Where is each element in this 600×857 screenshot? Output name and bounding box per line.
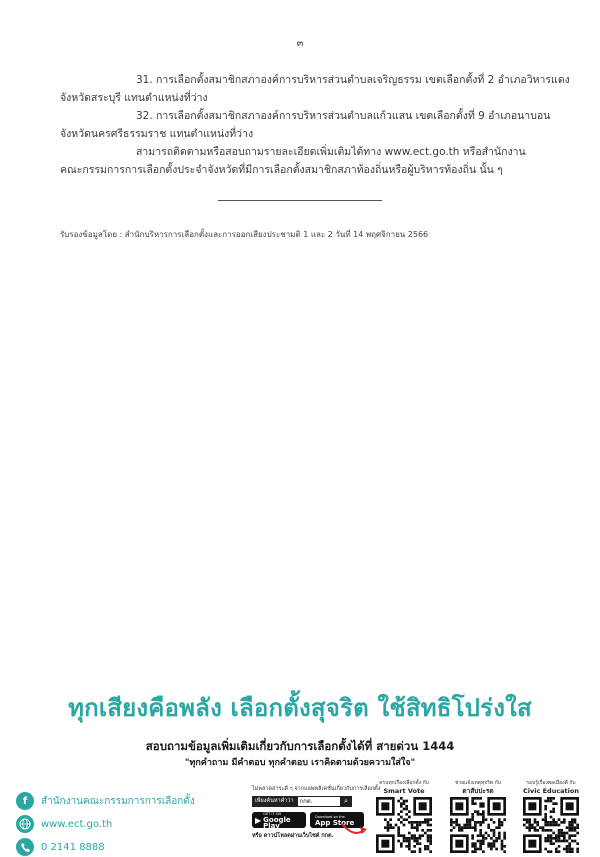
website-download-note: หรือ ดาวน์โหลดผ่านเว็บไซต์ กกต. (252, 833, 334, 839)
item-31-line-2: จังหวัดสระบุรี แทนตำแหน่งที่ว่าง (60, 92, 208, 104)
qr-tasapparod[interactable] (444, 780, 512, 857)
search-label: เพียงค้นหาคำว่า (252, 796, 297, 807)
red-arrow-icon (340, 820, 370, 838)
search-keyword: กกต. (297, 796, 341, 807)
phone-label: 0 2141 8888 (41, 841, 105, 853)
qr-title: Civic Education (523, 787, 579, 795)
item-31-line-1: 31. การเลือกตั้งสมาชิกสภาองค์การบริหารส่วนตำบลเจริญธรรม เขตเลือกตั้งที่ 2 อำเภอวิหารแดง (136, 74, 570, 86)
search-icon: ⌕ (341, 796, 352, 807)
qr-code-icon (376, 797, 432, 853)
document-body (60, 71, 570, 179)
qr-smart-vote[interactable] (370, 780, 438, 857)
phone-icon (16, 838, 34, 856)
app-search-box (252, 796, 368, 807)
app-store-name: App Store (315, 819, 355, 827)
qr-civic-education[interactable] (517, 780, 585, 857)
facebook-icon: f (16, 792, 34, 810)
google-play-caption: GET IT ON (263, 812, 281, 816)
contact-list (16, 790, 195, 857)
item-32-line-1: 32. การเลือกตั้งสมาชิกสภาองค์การบริหารส่วนตำบลแก้วแสน เขตเลือกตั้งที่ 9 อำเภอนาบอน (136, 110, 551, 122)
website-label: www.ect.go.th (41, 818, 113, 830)
campaign-slogan: ทุกเสียงคือพลัง เลือกตั้งสุจริต ใช้สิทธิโปร่งใส (68, 694, 532, 722)
app-promo-text: ไม่พลาดสาระดี ๆ จากแอพพลิเคชั่นเกี่ยวกับการเลือกตั้ง (252, 786, 381, 792)
hotline-text: สอบถามข้อมูลเพิ่มเติมเกี่ยวกับการเลือกตั้งได้ที่ สายด่วน 1444 (145, 739, 455, 753)
contact-info-line-1: สามารถติดตามหรือสอบถามรายละเอียดเพิ่มเติมได้ทาง www.ect.go.th หรือสำนักงาน (136, 146, 526, 158)
google-play-icon: ▶ (255, 815, 262, 825)
qr-code-icon (450, 797, 506, 853)
contact-info-line-2: คณะกรรมการการเลือกตั้งประจำจังหวัดที่มีการเลือกตั้งสมาชิกสภาท้องถิ่นหรือผู้บริหารท้องถิ่น นั้น ๆ (60, 164, 503, 176)
qr-caption: ครบทุกเรื่องเลือกตั้ง กับ (379, 780, 429, 786)
app-store-caption: Download on the (315, 815, 345, 819)
phone-contact[interactable] (16, 836, 195, 857)
qr-code-icon (523, 797, 579, 853)
qr-caption: ช่วยแจ้งเหตุทุจริต กับ (455, 780, 501, 786)
globe-icon (16, 815, 34, 833)
qr-title: ตาสับปะรด (462, 787, 494, 795)
website-contact[interactable] (16, 813, 195, 835)
qr-caption: รอบรู้เรื่องพลเมืองดี กับ (526, 780, 576, 786)
facebook-contact[interactable] (16, 790, 195, 812)
google-play-name: Google Play (263, 816, 291, 830)
certification-footnote: รับรองข้อมูลโดย : สำนักบริหารการเลือกตั้งและการออกเสียงประชามติ 1 และ 2 วันที่ 14 พฤศจิกายน 2566 (60, 230, 429, 239)
motto-text: "ทุกคำถาม มีคำตอบ ทุกคำตอบ เราคิดตามด้วยความใส่ใจ" (184, 758, 416, 768)
section-divider (218, 200, 382, 201)
google-play-badge[interactable] (252, 812, 306, 828)
qr-title: Smart Vote (383, 787, 425, 795)
facebook-label: สำนักงานคณะกรรมการการเลือกตั้ง (41, 795, 195, 807)
page-number: ๓ (296, 38, 304, 49)
item-32-line-2: จังหวัดนครศรีธรรมราช แทนตำแหน่งที่ว่าง (60, 128, 254, 140)
